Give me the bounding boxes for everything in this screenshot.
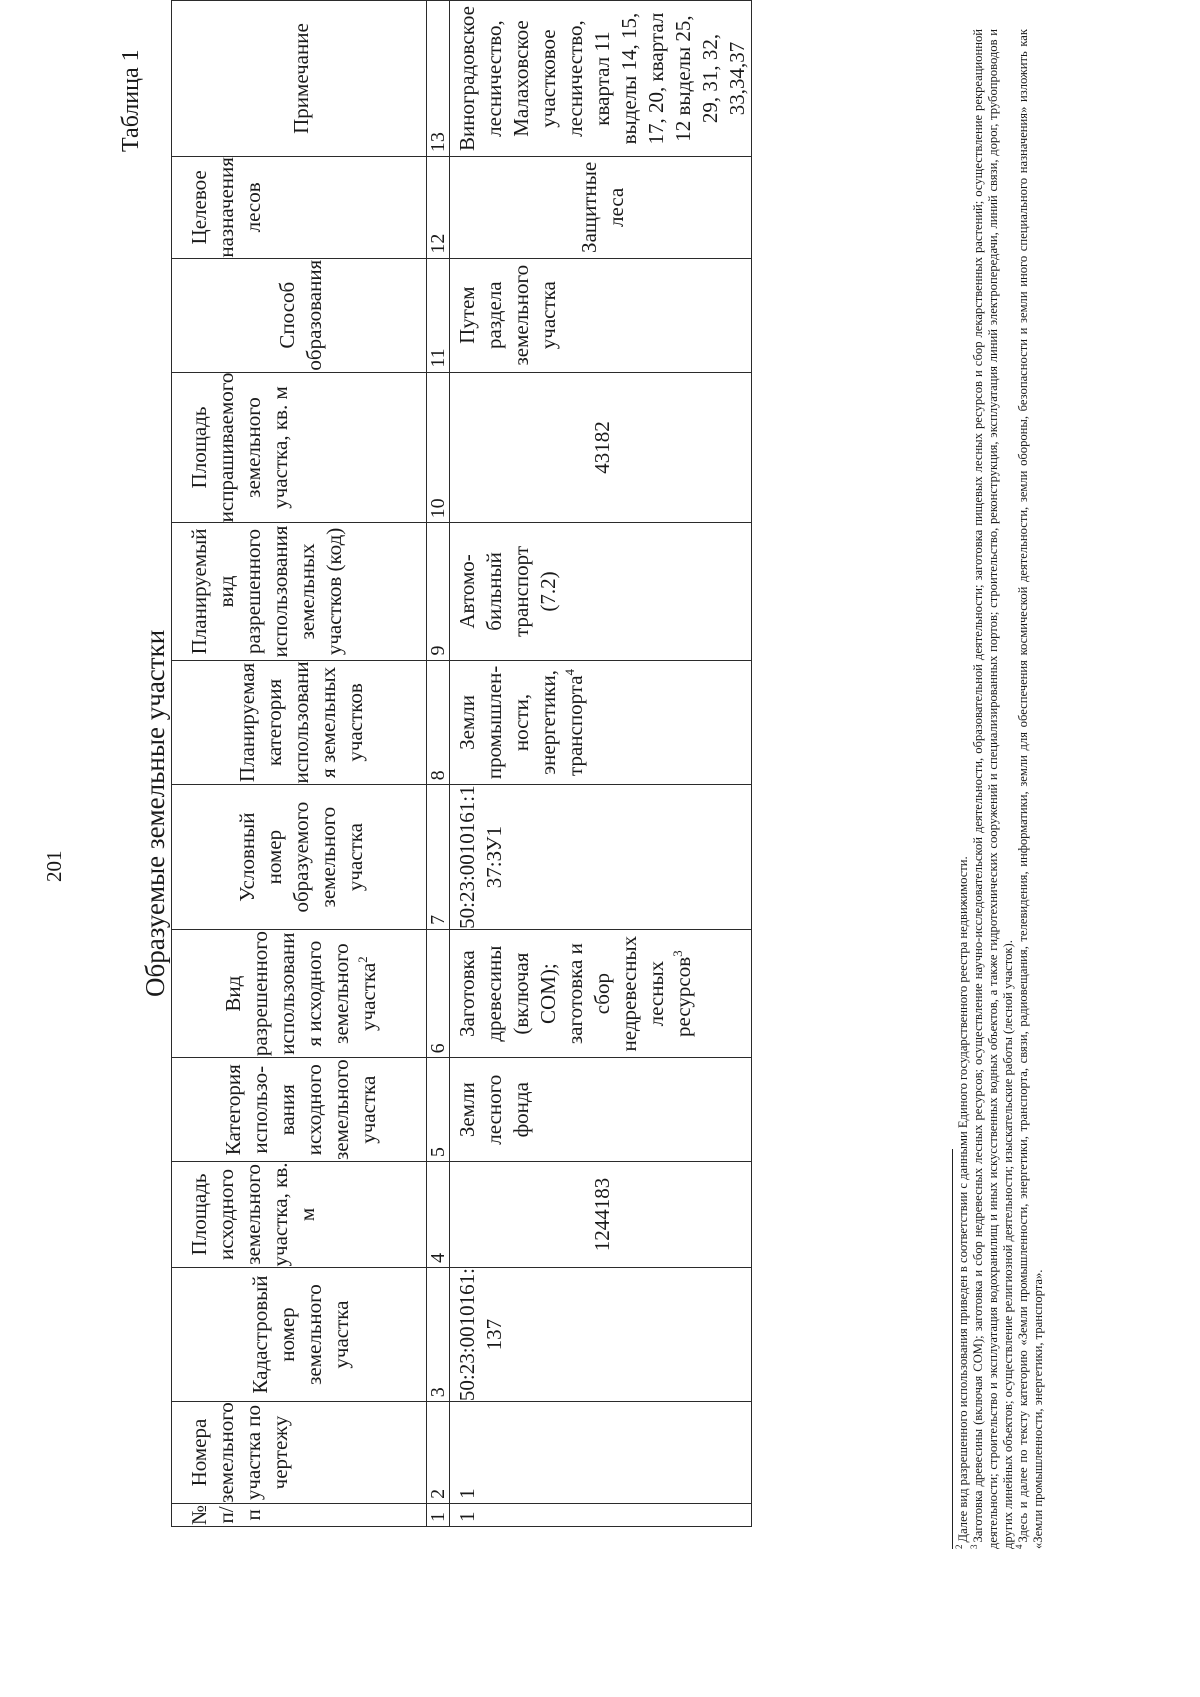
- header-cell: Условный номер образуемого земельного участка: [172, 785, 427, 930]
- column-number: 6: [427, 929, 450, 1058]
- header-row: [172, 1, 427, 1527]
- table-label: Таблица 1: [118, 49, 144, 152]
- land-plots-table: [171, 0, 752, 1527]
- header-cell: Целевое назначения лесов: [172, 157, 427, 259]
- table-cell: 1: [450, 1503, 752, 1526]
- header-cell: Вид разрешенного использовани я исходного земельного участка$^2$: [172, 929, 427, 1058]
- header-cell: Примечание: [172, 1, 427, 157]
- footnote-ref: 3: [670, 950, 685, 957]
- column-number: 7: [427, 785, 450, 930]
- column-number: 2: [427, 1402, 450, 1504]
- table-cell: Путем раздела земельного участка: [450, 258, 752, 372]
- table-cell: Защитные леса: [450, 157, 752, 259]
- header-cell: Категория использо-вания исходного земельного участка: [172, 1058, 427, 1162]
- table-cell: 43182: [450, 372, 752, 523]
- column-number: 12: [427, 157, 450, 259]
- header-cell: Планируемый вид разрешенного использования земельных участков (код): [172, 523, 427, 660]
- table-cell: Земли промышлен-ности, энергетики, транспорта$^4$: [450, 660, 752, 785]
- table-cell: Автомо-бильный транспорт (7.2): [450, 523, 752, 660]
- footnote-ref: 2: [355, 956, 370, 963]
- column-number: 4: [427, 1162, 450, 1268]
- footnotes: [953, 29, 1046, 1549]
- column-number: 11: [427, 258, 450, 372]
- page-number: 201: [42, 850, 66, 882]
- footnote: $^3$Заготовка древесины (включая СОМ); заготовка и сбор недревесных лесных ресурсов; осуществление научно-исследовательской деятельности, образовательной деятельности; заготовка пищевых лесных ресурсов и сбор лекарственных растений; осуществление рекреационной деятельности; строительство и эксплуатация водохранилищ и иных искусственных водных объектов, а также гидротехнических сооружений и специализированных портов; строительство, реконструкция, эксплуатация линий электропередачи, линий связи, дорог, трубопроводов и других линейных объектов; осуществление религиозной деятельности; изыскательские работы (лесной участок).: [968, 29, 1015, 1549]
- table-cell: Виноградовское лесничество, Малаховское участковое лесничество, квартал 11 выделы 14, 15, 17, 20, квартал 12 выделы 25, 29, 31, 32, 33,34,37: [450, 1, 752, 157]
- footnote-ref: 4: [562, 668, 577, 676]
- table-cell: 1244183: [450, 1162, 752, 1268]
- column-number: 8: [427, 660, 450, 785]
- table-cell: 1: [450, 1402, 752, 1504]
- table-cell: 50:23:0010161: 137: [450, 1267, 752, 1401]
- footnote: $^4$Здесь и далее по тексту категорию «Земли промышленности, энергетики, транспорта, связи, радиовещания, телевидения, информатики, земли для обеспечения космической деятельности, земли обороны, безопасности и земли иного специального назначения» изложить как «Земли промышленности, энергетики, транспорта».: [1013, 29, 1045, 1549]
- header-cell: № п/п: [172, 1503, 427, 1526]
- column-number: 13: [427, 1, 450, 157]
- column-number: 5: [427, 1058, 450, 1162]
- column-number: 9: [427, 523, 450, 660]
- column-number: 3: [427, 1267, 450, 1401]
- table-cell: 50:23:0010161:1 37:ЗУ1: [450, 785, 752, 930]
- header-cell: Площадь испрашиваемого земельного участка, кв. м: [172, 372, 427, 523]
- table-row: [450, 1, 752, 1527]
- header-cell: Номера земельного участка по чертежу: [172, 1402, 427, 1504]
- column-number: 1: [427, 1503, 450, 1526]
- column-number: 10: [427, 372, 450, 523]
- table-title: Образуемые земельные участки: [140, 629, 170, 997]
- column-number-row: [427, 1, 450, 1527]
- table-cell: Земли лесного фонда: [450, 1058, 752, 1162]
- header-cell: Кадастровый номер земельного участка: [172, 1267, 427, 1401]
- table-cell: Заготовка древесины (включая СОМ); заготовка и сбор недревесных лесных ресурсов$^3$: [450, 929, 752, 1058]
- header-cell: Способ образования: [172, 258, 427, 372]
- footnote-divider: [952, 1149, 953, 1549]
- header-cell: Площадь исходного земельного участка, кв. м: [172, 1162, 427, 1268]
- header-cell: Планируемая категория использовани я земельных участков: [172, 660, 427, 785]
- footnote: $^2$Далее вид разрешенного использования приведен в соответствии с данными Единого государственного реестра недвижимости.: [953, 856, 970, 1549]
